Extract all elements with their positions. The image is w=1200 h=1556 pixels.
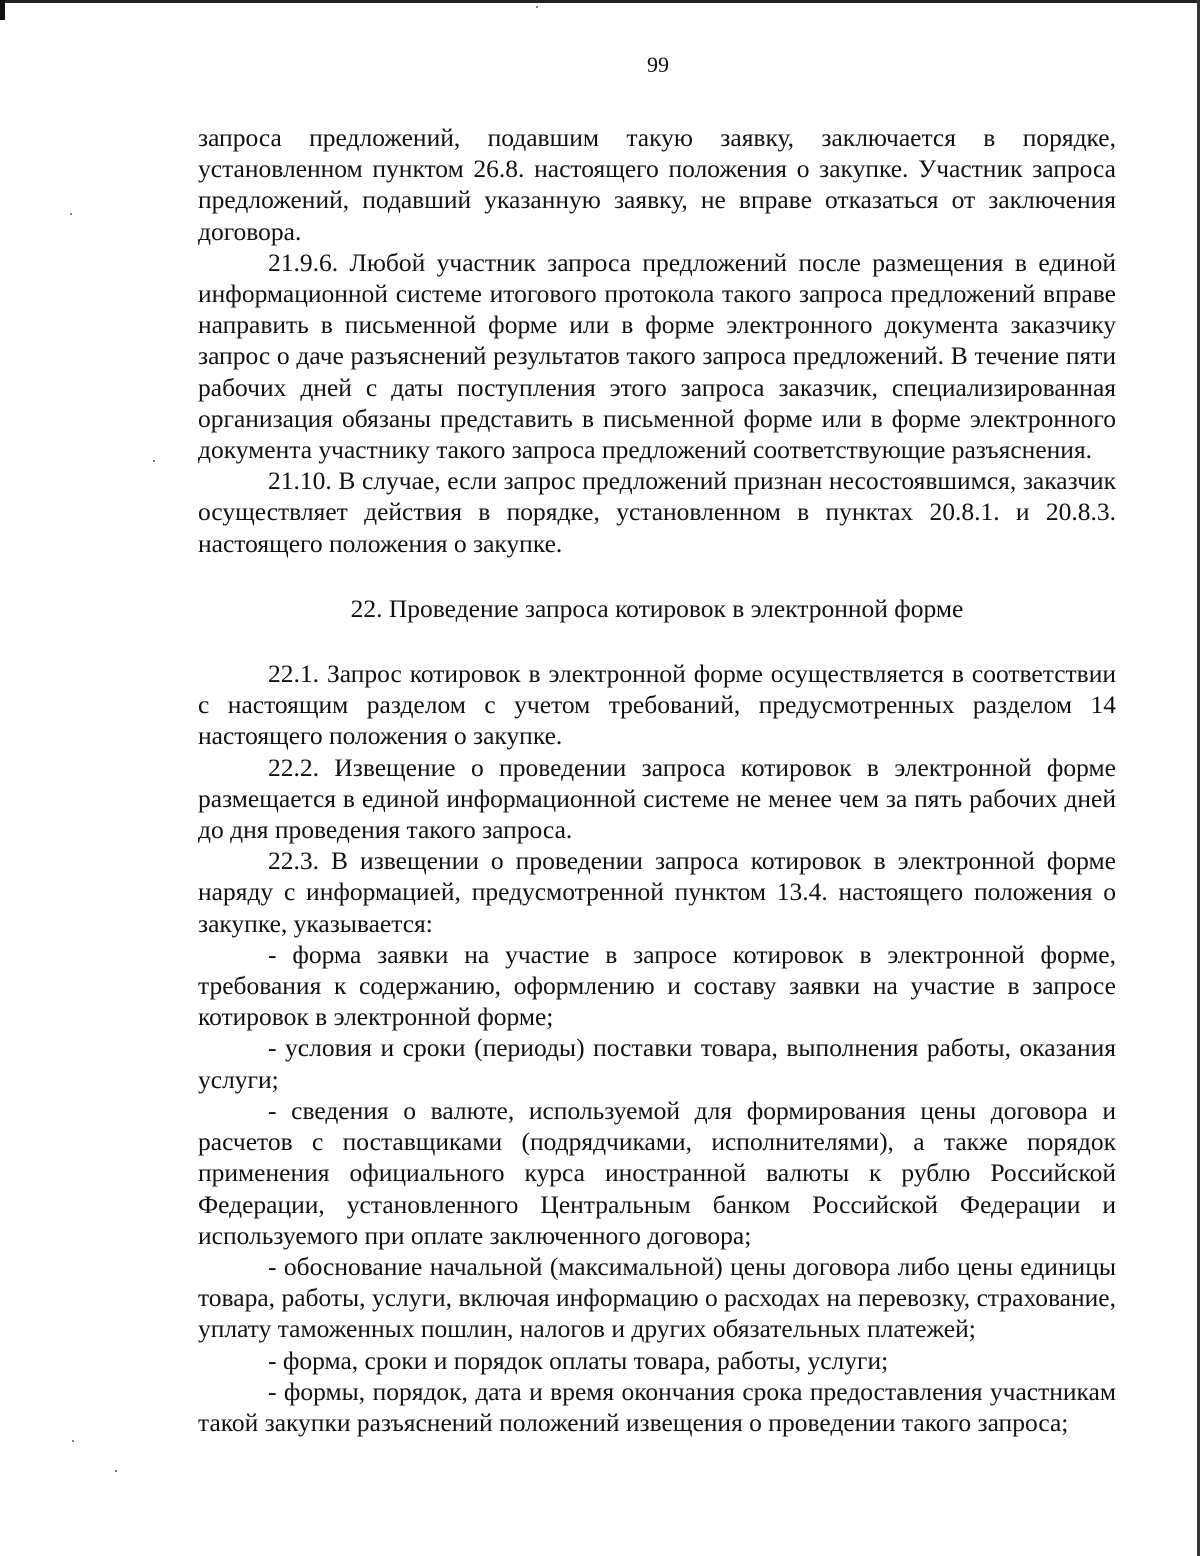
scan-speck (72, 1440, 74, 1442)
paragraph-22-2: 22.2. Извещение о проведении запроса котировок в электронной форме размещается в единой информационной системе не менее чем за пять рабочих дней до дня проведения такого запроса. (198, 752, 1116, 845)
paragraph-21-9-6: 21.9.6. Любой участник запроса предложений после размещения в единой информационной системе итогового протокола такого запроса предложений вправе направить в письменной форме или в форме электронного документа заказчику запрос о даче разъяснений результатов такого запроса предложений. В течение пяти рабочих дней с даты поступления этого запроса заказчик, специализированная организация обязаны представить в письменной форме или в форме электронного документа участнику такого запроса предложений соответствующие разъяснения. (198, 247, 1116, 465)
scan-speck (536, 6, 538, 8)
paragraph-continuation: запроса предложений, подавшим такую заявку, заключается в порядке, установленном пунктом 26.8. настоящего положения о закупке. Участник запроса предложений, подавший указанную заявку, не вправе отказаться от заключения договора. (198, 123, 1116, 246)
list-item-form: - форма заявки на участие в запросе котировок в электронной форме, требования к содержанию, оформлению и составу заявки на участие в запросе котировок в электронной форме; (198, 939, 1116, 1032)
scan-border-top (0, 0, 1200, 3)
paragraph-22-3: 22.3. В извещении о проведении запроса котировок в электронной форме наряду с информацией, предусмотренной пунктом 13.4. настоящего положения о закупке, указывается: (198, 846, 1116, 938)
paragraph-22-1: 22.1. Запрос котировок в электронной форме осуществляется в соответствии с настоящим разделом с учетом требований, предусмотренных разделом 14 настоящего положения о закупке. (198, 659, 1116, 751)
document-body (198, 122, 1116, 1438)
scan-speck (70, 213, 72, 215)
scan-speck (115, 1470, 117, 1472)
list-item-payment: - форма, сроки и порядок оплаты товара, работы, услуги; (268, 1345, 889, 1375)
section-heading-22: 22. Проведение запроса котировок в электронной форме (350, 593, 964, 623)
list-item-clarifications: - формы, порядок, дата и время окончания срока предоставления участникам такой закупки разъяснений положений извещения о проведении такого запроса; (198, 1376, 1116, 1437)
list-item-currency: - сведения о валюте, используемой для формирования цены договора и расчетов с поставщиками (подрядчиками, исполнителями), а также порядок применения официального курса иностранной валюты к рублю Российской Федерации, установленного Центральным банком Российской Федерации и используемого при оплате заключенного договора; (198, 1095, 1116, 1250)
scan-mark-left (0, 0, 5, 20)
list-item-terms: - условия и сроки (периоды) поставки товара, выполнения работы, оказания услуги; (198, 1033, 1116, 1094)
page-number: 99 (647, 52, 669, 77)
paragraph-21-10: 21.10. В случае, если запрос предложений признан несостоявшимся, заказчик осуществляет действия в порядке, установленном в пунктах 20.8.1. и 20.8.3. настоящего положения о закупке. (198, 466, 1116, 558)
scan-speck (153, 460, 155, 462)
list-item-price-justification: - обоснование начальной (максимальной) цены договора либо цены единицы товара, работы, услуги, включая информацию о расходах на перевозку, страхование, уплату таможенных пошлин, налогов и других обязательных платежей; (198, 1251, 1116, 1344)
